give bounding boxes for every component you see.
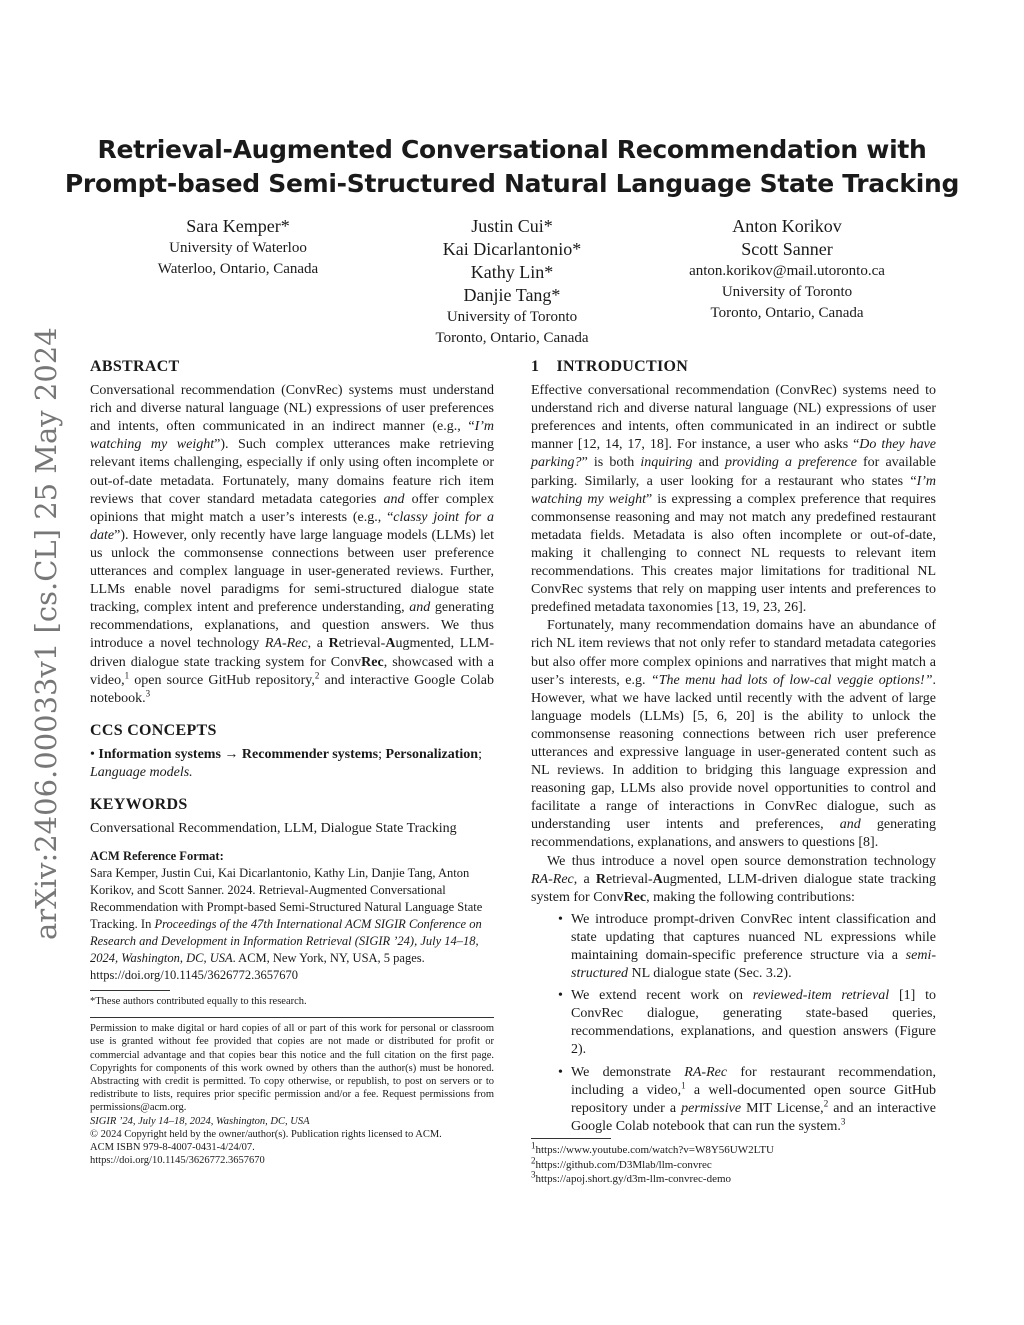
author-name: Scott Sanner bbox=[741, 239, 833, 259]
copyright-line: © 2024 Copyright held by the owner/author(s). Publication rights licensed to ACM. bbox=[90, 1128, 442, 1140]
author-block-3 bbox=[667, 215, 907, 324]
footnote-ref-1[interactable]: 1 bbox=[124, 669, 130, 680]
author-name: Kai Dicarlantonio* bbox=[442, 239, 582, 259]
location: Waterloo, Ontario, Canada bbox=[157, 261, 319, 277]
location: Toronto, Ontario, Canada bbox=[435, 330, 589, 346]
author-name: Sara Kemper* bbox=[186, 216, 290, 236]
footnote-3[interactable]: $^3$https://apoj.short.gy/d3m-llm-convrec-demo bbox=[531, 1169, 732, 1185]
author-name: Danjie Tang* bbox=[463, 285, 561, 305]
intro-paragraph-2: Fortunately, many recommendation domains have an abundance of rich NL item reviews that not only refer to standard metadata categories but also offer more complex opinions and narratives that might match a user’s interests, e.g. “The menu had lots of low-cal veggie options!”. However, what we have lacked until recently with the advent of large language models (LLMs) [5, 6, 20] is the ability to unlock the commonsense reasoning connections between rich user preference utterances and expressive language in user-generated content such as NL reviews. In addition to bridging this language expression and reasoning gap, LLMs also provide novel opportunities to control and facilitate a range of interactions in ConvRec dialogue, such as understanding user intents and preferences, and generating recommendations, explanations, and answers to questions [8]. bbox=[531, 618, 936, 851]
title-line-2: Prompt-based Semi-Structured Natural Language State Tracking bbox=[64, 169, 960, 198]
author-name: Justin Cui* bbox=[471, 216, 553, 236]
permission-divider bbox=[90, 1017, 494, 1018]
author-name: Anton Korikov bbox=[732, 216, 842, 236]
author-block-2 bbox=[402, 215, 622, 349]
list-item: • We introduce prompt-driven ConvRec intent classification and state updating that captures nuanced NL expressions while maintaining domain-specific preference structure via a semi-structured NL dialogue state (Sec. 3.2). bbox=[558, 911, 936, 982]
author-block-1 bbox=[138, 215, 338, 280]
footnotes bbox=[531, 1138, 936, 1187]
footnote-divider bbox=[531, 1138, 611, 1139]
introduction-heading: 1 INTRODUCTION bbox=[531, 358, 689, 375]
abstract-text: Conversational recommendation (ConvRec) systems must understand rich and diverse natural language (NL) expressions of user preferences and intents, often communicated in an indirect manner (e.g., “I’m watching my weight”). Such complex utterances make retrieving relevant items challenging, especially if only using often incomplete or out-of-date metadata. Fortunately, many domains feature rich item reviews that cover standard metadata categories and offer complex opinions that might match a user’s interests (e.g., “classy joint for a date”). However, only recently have large language models (LLMs) let us unlock the commonsense connections between user preference utterances and complex language in user-generated reviews. Further, LLMs enable novel paradigms for semi-structured dialogue state tracking, complex intent and preference understanding, and generating recommendations, explanations, and question answers. We thus introduce a novel technology RA-Rec, a Retrieval-Augmented, LLM-driven dialogue state tracking system for ConvRec, showcased with a video,$^1$ open source GitHub repository,$^2$ and interactive Google Colab notebook.$^3$ bbox=[90, 383, 495, 706]
acm-reference-text: Sara Kemper, Justin Cui, Kai Dicarlantonio, Kathy Lin, Danjie Tang, Anton Korikov, and Scott Sanner. 2024. Retrieval-Augmented Conversational Recommendation with Prompt-based Semi-Structured Natural Language State Tracking. In Proceedings of the 47th International ACM SIGIR Conference on Research and Development in Information Retrieval (SIGIR ’24), July 14–18, 2024, Washington, DC, USA. ACM, New York, NY, USA, 5 pages. https://doi.org/10.1145/3626772.3657670 bbox=[90, 866, 483, 983]
list-item: • We demonstrate RA-Rec for restaurant recommendation, including a video,$^1$ a well-documented open source GitHub repository under a permissive MIT License,$^2$ and an interactive Google Colab notebook that can run the system.$^3$ bbox=[558, 1064, 936, 1134]
paper-title bbox=[0, 133, 1024, 201]
footnote-2[interactable]: $^2$https://github.com/D3Mlab/llm-convrec bbox=[531, 1154, 712, 1171]
isbn-line: ACM ISBN 979-8-4007-0431-4/24/07. bbox=[90, 1142, 255, 1154]
affiliation: University of Toronto bbox=[446, 309, 578, 325]
footnote-1[interactable]: $^1$https://www.youtube.com/watch?v=W8Y56UW2LTU bbox=[531, 1140, 774, 1156]
permission-venue: SIGIR ’24, July 14–18, 2024, Washington, DC, USA bbox=[90, 1115, 310, 1127]
contributions-list bbox=[531, 911, 936, 1136]
affiliation: University of Toronto bbox=[721, 284, 853, 300]
list-item: • We extend recent work on reviewed-item retrieval [1] to ConvRec dialogue, generating state-based queries, recommendations, explanations, and question answers (Figure 2). bbox=[558, 988, 937, 1058]
ccs-concepts: • Information systems → Recommender systems; Personalization; Language models. bbox=[90, 746, 482, 780]
ccs-heading: CCS CONCEPTS bbox=[90, 721, 217, 739]
equal-contribution-note: *These authors contributed equally to this research. bbox=[90, 996, 307, 1008]
footnote-ref-3[interactable]: 3 bbox=[145, 688, 151, 699]
title-line-1: Retrieval-Augmented Conversational Recommendation with bbox=[97, 135, 927, 164]
keywords-text: Conversational Recommendation, LLM, Dialogue State Tracking bbox=[90, 821, 457, 837]
abstract-heading: ABSTRACT bbox=[90, 358, 180, 375]
author-email[interactable]: anton.korikov@mail.utoronto.ca bbox=[689, 263, 885, 279]
author-name: Kathy Lin* bbox=[470, 262, 554, 282]
permission-notice: Permission to make digital or hard copies of all or part of this work for personal or classroom use is granted without fee provided that copies are not made or distributed for profit or commercial advantage and that copies bear this notice and the full citation on the first page. Copyrights for components of this work owned by others than the author(s) must be honored. Abstracting with credit is permitted. To copy otherwise, or republish, to post on servers or to redistribute to lists, requires prior specific permission and/or a fee. Request permissions from permissions@acm.org. bbox=[90, 1023, 494, 1114]
acm-reference-heading: ACM Reference Format: bbox=[90, 849, 224, 864]
intro-paragraph-3: We thus introduce a novel open source demonstration technology RA-Rec, a Retrieval-Augmented, LLM-driven dialogue state tracking system for ConvRec, making the following contributions: bbox=[531, 853, 936, 905]
footnote-ref-2[interactable]: 2 bbox=[314, 669, 320, 680]
left-column bbox=[90, 358, 494, 1167]
arxiv-identifier: arXiv:2406.00033v1 [cs.CL] 25 May 2024 bbox=[29, 327, 63, 940]
footnote-divider bbox=[90, 990, 170, 991]
intro-paragraph-1: Effective conversational recommendation (ConvRec) systems need to understand rich and diverse natural language (NL) expressions of user preferences and intents, often communicated in an indirect or subtle manner [12, 14, 17, 18]. For instance, a user who asks “Do they have parking?” is both inquiring and providing a preference for available parking. Similarly, a user looking for a restaurant who states “I’m watching my weight” is expressing a complex preference that requires commonsense reasoning and may not match any predefined restaurant metadata fields. Metadata is also often incomplete or out-of-date, making it challenging to connect NL requests to relevant item recommendations. This creates major limitations for traditional NL ConvRec systems that rely on mapping user intents and preferences to predefined metadata taxonomies [13, 19, 23, 26]. bbox=[531, 383, 937, 616]
location: Toronto, Ontario, Canada bbox=[710, 305, 864, 321]
keywords-heading: KEYWORDS bbox=[90, 796, 188, 814]
right-column bbox=[531, 358, 936, 1140]
affiliation: University of Waterloo bbox=[169, 240, 307, 256]
doi-link[interactable]: https://doi.org/10.1145/3626772.3657670 bbox=[90, 1155, 265, 1167]
